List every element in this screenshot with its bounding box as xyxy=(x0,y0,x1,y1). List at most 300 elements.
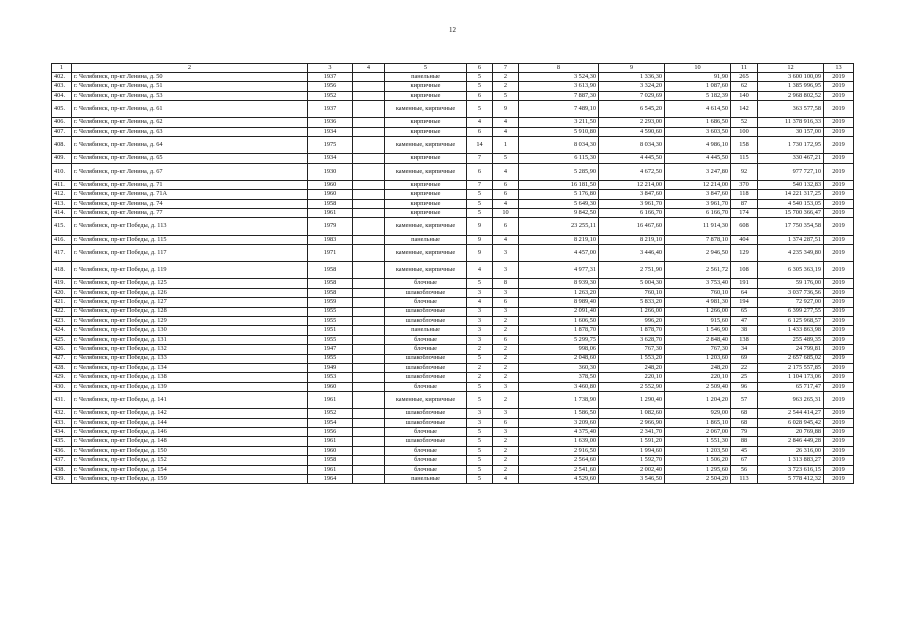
cell-wall-material: шлакоблочные xyxy=(385,354,467,363)
table-row xyxy=(52,373,854,382)
cell-year: 2019 xyxy=(824,190,854,199)
table-row xyxy=(52,382,854,391)
cell-living-area: 220,10 xyxy=(599,373,665,382)
cell-total-area: 4 977,31 xyxy=(519,262,599,279)
cell-col-4 xyxy=(353,101,385,118)
cell-amount: 20 769,88 xyxy=(758,428,824,437)
cell-living-area: 2 293,00 xyxy=(599,118,665,127)
cell-year-built: 1979 xyxy=(308,218,353,235)
cell-floors: 2 xyxy=(467,373,493,382)
cell-residents: 68 xyxy=(731,409,758,418)
cell-entrances: 2 xyxy=(493,363,519,372)
table-row xyxy=(52,180,854,189)
cell-year: 2019 xyxy=(824,101,854,118)
cell-total-area: 1 606,50 xyxy=(519,316,599,325)
cell-total-area: 3 211,50 xyxy=(519,118,599,127)
cell-year: 2019 xyxy=(824,409,854,418)
table-row xyxy=(52,345,854,354)
cell-wall-material: кирпичные xyxy=(385,91,467,100)
column-header-9: 9 xyxy=(599,64,665,73)
cell-floors: 5 xyxy=(467,354,493,363)
cell-entrances: 2 xyxy=(493,373,519,382)
cell-wall-material: блочные xyxy=(385,298,467,307)
column-header-4: 4 xyxy=(353,64,385,73)
cell-year: 2019 xyxy=(824,307,854,316)
cell-year: 2019 xyxy=(824,316,854,325)
cell-year-built: 1951 xyxy=(308,326,353,335)
cell-year-built: 1953 xyxy=(308,373,353,382)
cell-entrances: 6 xyxy=(493,418,519,427)
cell-floors: 3 xyxy=(467,316,493,325)
cell-residents: 87 xyxy=(731,199,758,208)
cell-total-area: 8 989,40 xyxy=(519,298,599,307)
cell-year: 2019 xyxy=(824,73,854,82)
cell-col-4 xyxy=(353,288,385,297)
table-row xyxy=(52,101,854,118)
table-row xyxy=(52,127,854,136)
cell-address: г. Челябинск, пр-кт Победы, д. 117 xyxy=(72,245,308,262)
table-row xyxy=(52,279,854,288)
cell-floors: 5 xyxy=(467,199,493,208)
cell-col-4 xyxy=(353,82,385,91)
cell-entrances: 8 xyxy=(493,279,519,288)
cell-residents: 65 xyxy=(731,307,758,316)
cell-row-number: 428. xyxy=(52,363,72,372)
cell-residents: 142 xyxy=(731,101,758,118)
cell-address: г. Челябинск, пр-кт Победы, д. 134 xyxy=(72,363,308,372)
cell-total-area: 998,06 xyxy=(519,345,599,354)
cell-floors: 5 xyxy=(467,465,493,474)
cell-row-number: 427. xyxy=(52,354,72,363)
cell-address: г. Челябинск, пр-кт Победы, д. 127 xyxy=(72,298,308,307)
cell-entrances: 2 xyxy=(493,316,519,325)
cell-address: г. Челябинск, пр-кт Победы, д. 133 xyxy=(72,354,308,363)
table-row xyxy=(52,354,854,363)
cell-living-area: 1 591,20 xyxy=(599,437,665,446)
cell-col-4 xyxy=(353,475,385,484)
table-row xyxy=(52,392,854,409)
cell-residents: 191 xyxy=(731,279,758,288)
cell-living-area: 3 446,40 xyxy=(599,245,665,262)
cell-wall-material: кирпичные xyxy=(385,209,467,218)
cell-col-4 xyxy=(353,428,385,437)
cell-living-area: 2 552,90 xyxy=(599,382,665,391)
cell-year: 2019 xyxy=(824,382,854,391)
cell-entrances: 4 xyxy=(493,127,519,136)
cell-residential-area: 1 546,90 xyxy=(665,326,731,335)
housing-register-table xyxy=(51,63,854,484)
cell-residential-area: 2 848,40 xyxy=(665,335,731,344)
cell-wall-material: панельные xyxy=(385,235,467,244)
cell-entrances: 9 xyxy=(493,101,519,118)
cell-entrances: 2 xyxy=(493,465,519,474)
cell-total-area: 4 375,40 xyxy=(519,428,599,437)
table-row xyxy=(52,154,854,163)
cell-row-number: 418. xyxy=(52,262,72,279)
table-row xyxy=(52,288,854,297)
cell-living-area: 1 290,40 xyxy=(599,392,665,409)
cell-total-area: 9 842,50 xyxy=(519,209,599,218)
column-number-row xyxy=(52,64,854,73)
cell-floors: 2 xyxy=(467,363,493,372)
cell-year: 2019 xyxy=(824,437,854,446)
cell-residents: 129 xyxy=(731,245,758,262)
cell-amount: 363 577,58 xyxy=(758,101,824,118)
cell-living-area: 8 219,10 xyxy=(599,235,665,244)
cell-residents: 56 xyxy=(731,465,758,474)
table-row xyxy=(52,456,854,465)
cell-living-area: 1 266,00 xyxy=(599,307,665,316)
cell-residents: 45 xyxy=(731,446,758,455)
cell-row-number: 431. xyxy=(52,392,72,409)
table-row xyxy=(52,326,854,335)
cell-residential-area: 2 067,00 xyxy=(665,428,731,437)
cell-total-area: 1 878,70 xyxy=(519,326,599,335)
cell-living-area: 4 672,50 xyxy=(599,163,665,180)
cell-row-number: 430. xyxy=(52,382,72,391)
cell-floors: 3 xyxy=(467,409,493,418)
cell-residential-area: 3 603,50 xyxy=(665,127,731,136)
cell-total-area: 3 460,80 xyxy=(519,382,599,391)
cell-residents: 118 xyxy=(731,190,758,199)
table-row xyxy=(52,298,854,307)
cell-amount: 72 927,00 xyxy=(758,298,824,307)
cell-year-built: 1937 xyxy=(308,73,353,82)
cell-row-number: 425. xyxy=(52,335,72,344)
cell-entrances: 6 xyxy=(493,218,519,235)
cell-residential-area: 248,20 xyxy=(665,363,731,372)
cell-year-built: 1955 xyxy=(308,335,353,344)
cell-year-built: 1961 xyxy=(308,209,353,218)
cell-row-number: 409. xyxy=(52,154,72,163)
cell-floors: 4 xyxy=(467,262,493,279)
table-row xyxy=(52,316,854,325)
cell-floors: 3 xyxy=(467,307,493,316)
cell-wall-material: каменные, кирпичные xyxy=(385,101,467,118)
cell-year: 2019 xyxy=(824,446,854,455)
cell-row-number: 422. xyxy=(52,307,72,316)
cell-wall-material: кирпичные xyxy=(385,118,467,127)
cell-entrances: 2 xyxy=(493,392,519,409)
cell-address: г. Челябинск, пр-кт Победы, д. 139 xyxy=(72,382,308,391)
cell-amount: 6 305 363,19 xyxy=(758,262,824,279)
cell-year-built: 1958 xyxy=(308,456,353,465)
cell-year: 2019 xyxy=(824,218,854,235)
cell-total-area: 2 541,60 xyxy=(519,465,599,474)
cell-total-area: 16 181,50 xyxy=(519,180,599,189)
cell-col-4 xyxy=(353,326,385,335)
cell-floors: 7 xyxy=(467,154,493,163)
cell-residential-area: 1 551,30 xyxy=(665,437,731,446)
cell-living-area: 6 166,70 xyxy=(599,209,665,218)
cell-living-area: 3 961,70 xyxy=(599,199,665,208)
cell-residents: 67 xyxy=(731,456,758,465)
cell-residential-area: 767,30 xyxy=(665,345,731,354)
cell-residential-area: 3 961,70 xyxy=(665,199,731,208)
cell-entrances: 3 xyxy=(493,382,519,391)
cell-entrances: 3 xyxy=(493,428,519,437)
cell-living-area: 3 628,70 xyxy=(599,335,665,344)
cell-residential-area: 929,00 xyxy=(665,409,731,418)
cell-residential-area: 1 204,20 xyxy=(665,392,731,409)
table-row xyxy=(52,245,854,262)
cell-col-4 xyxy=(353,279,385,288)
cell-row-number: 417. xyxy=(52,245,72,262)
cell-year-built: 1975 xyxy=(308,137,353,154)
cell-year: 2019 xyxy=(824,163,854,180)
cell-amount: 24 799,81 xyxy=(758,345,824,354)
table-row xyxy=(52,209,854,218)
cell-residents: 88 xyxy=(731,437,758,446)
cell-floors: 5 xyxy=(467,392,493,409)
cell-year: 2019 xyxy=(824,465,854,474)
table-row xyxy=(52,235,854,244)
cell-wall-material: шлакоблочные xyxy=(385,288,467,297)
cell-living-area: 1 082,60 xyxy=(599,409,665,418)
cell-address: г. Челябинск, пр-кт Победы, д. 144 xyxy=(72,418,308,427)
cell-year: 2019 xyxy=(824,335,854,344)
cell-address: г. Челябинск, пр-кт Ленина, д. 67 xyxy=(72,163,308,180)
cell-living-area: 4 445,50 xyxy=(599,154,665,163)
cell-residents: 608 xyxy=(731,218,758,235)
cell-residents: 138 xyxy=(731,335,758,344)
cell-year-built: 1952 xyxy=(308,91,353,100)
cell-col-4 xyxy=(353,262,385,279)
cell-residential-area: 2 504,20 xyxy=(665,475,731,484)
cell-col-4 xyxy=(353,127,385,136)
cell-year-built: 1961 xyxy=(308,437,353,446)
cell-year: 2019 xyxy=(824,91,854,100)
cell-entrances: 4 xyxy=(493,199,519,208)
cell-residential-area: 1 686,50 xyxy=(665,118,731,127)
cell-floors: 4 xyxy=(467,118,493,127)
cell-amount: 963 265,31 xyxy=(758,392,824,409)
cell-row-number: 437. xyxy=(52,456,72,465)
cell-residential-area: 11 914,30 xyxy=(665,218,731,235)
cell-total-area: 5 285,90 xyxy=(519,163,599,180)
cell-address: г. Челябинск, пр-кт Ленина, д. 51 xyxy=(72,82,308,91)
cell-entrances: 5 xyxy=(493,154,519,163)
cell-col-4 xyxy=(353,154,385,163)
cell-residential-area: 2 561,72 xyxy=(665,262,731,279)
cell-total-area: 378,50 xyxy=(519,373,599,382)
cell-year-built: 1983 xyxy=(308,235,353,244)
table-row xyxy=(52,437,854,446)
cell-col-4 xyxy=(353,418,385,427)
cell-residents: 140 xyxy=(731,91,758,100)
cell-address: г. Челябинск, пр-кт Победы, д. 129 xyxy=(72,316,308,325)
cell-col-4 xyxy=(353,373,385,382)
cell-col-4 xyxy=(353,91,385,100)
cell-wall-material: шлакоблочные xyxy=(385,409,467,418)
cell-row-number: 438. xyxy=(52,465,72,474)
cell-residential-area: 4 981,30 xyxy=(665,298,731,307)
table-row xyxy=(52,363,854,372)
cell-col-4 xyxy=(353,345,385,354)
cell-residential-area: 4 986,10 xyxy=(665,137,731,154)
cell-col-4 xyxy=(353,446,385,455)
cell-residential-area: 3 247,80 xyxy=(665,163,731,180)
table-row xyxy=(52,262,854,279)
cell-wall-material: блочные xyxy=(385,382,467,391)
cell-total-area: 7 887,30 xyxy=(519,91,599,100)
cell-entrances: 6 xyxy=(493,190,519,199)
cell-year-built: 1956 xyxy=(308,82,353,91)
cell-row-number: 415. xyxy=(52,218,72,235)
cell-amount: 11 378 916,33 xyxy=(758,118,824,127)
cell-entrances: 2 xyxy=(493,354,519,363)
cell-residential-area: 6 166,70 xyxy=(665,209,731,218)
cell-residents: 96 xyxy=(731,382,758,391)
cell-amount: 4 235 349,80 xyxy=(758,245,824,262)
cell-living-area: 2 751,90 xyxy=(599,262,665,279)
cell-residential-area: 1 203,60 xyxy=(665,354,731,363)
cell-residential-area: 2 946,50 xyxy=(665,245,731,262)
column-header-2: 2 xyxy=(72,64,308,73)
cell-amount: 255 489,35 xyxy=(758,335,824,344)
cell-row-number: 405. xyxy=(52,101,72,118)
cell-year-built: 1960 xyxy=(308,190,353,199)
cell-residents: 47 xyxy=(731,316,758,325)
cell-living-area: 1 994,60 xyxy=(599,446,665,455)
cell-row-number: 420. xyxy=(52,288,72,297)
cell-address: г. Челябинск, пр-кт Ленина, д. 62 xyxy=(72,118,308,127)
cell-floors: 5 xyxy=(467,190,493,199)
cell-floors: 14 xyxy=(467,137,493,154)
cell-residential-area: 3 753,40 xyxy=(665,279,731,288)
cell-year-built: 1952 xyxy=(308,409,353,418)
cell-entrances: 6 xyxy=(493,335,519,344)
cell-year: 2019 xyxy=(824,127,854,136)
cell-total-area: 6 115,30 xyxy=(519,154,599,163)
cell-row-number: 434. xyxy=(52,428,72,437)
cell-year-built: 1937 xyxy=(308,101,353,118)
cell-year: 2019 xyxy=(824,298,854,307)
cell-floors: 6 xyxy=(467,163,493,180)
cell-residential-area: 915,60 xyxy=(665,316,731,325)
cell-living-area: 3 546,50 xyxy=(599,475,665,484)
cell-floors: 4 xyxy=(467,298,493,307)
cell-floors: 5 xyxy=(467,446,493,455)
cell-wall-material: кирпичные xyxy=(385,127,467,136)
cell-row-number: 433. xyxy=(52,418,72,427)
cell-living-area: 2 341,70 xyxy=(599,428,665,437)
cell-year-built: 1949 xyxy=(308,363,353,372)
cell-address: г. Челябинск, пр-кт Ленина, д. 77 xyxy=(72,209,308,218)
cell-floors: 6 xyxy=(467,91,493,100)
cell-address: г. Челябинск, пр-кт Победы, д. 148 xyxy=(72,437,308,446)
cell-address: г. Челябинск, пр-кт Ленина, д. 50 xyxy=(72,73,308,82)
cell-total-area: 7 489,10 xyxy=(519,101,599,118)
cell-wall-material: шлакоблочные xyxy=(385,363,467,372)
cell-residential-area: 4 445,50 xyxy=(665,154,731,163)
cell-row-number: 429. xyxy=(52,373,72,382)
cell-wall-material: каменные, кирпичные xyxy=(385,137,467,154)
cell-wall-material: блочные xyxy=(385,428,467,437)
cell-residential-area: 1 865,10 xyxy=(665,418,731,427)
cell-entrances: 5 xyxy=(493,91,519,100)
column-header-6: 6 xyxy=(467,64,493,73)
cell-year-built: 1959 xyxy=(308,298,353,307)
cell-col-4 xyxy=(353,363,385,372)
cell-living-area: 5 004,30 xyxy=(599,279,665,288)
cell-living-area: 2 966,90 xyxy=(599,418,665,427)
cell-year: 2019 xyxy=(824,137,854,154)
cell-residents: 69 xyxy=(731,354,758,363)
cell-amount: 1 374 287,51 xyxy=(758,235,824,244)
cell-row-number: 424. xyxy=(52,326,72,335)
cell-row-number: 412. xyxy=(52,190,72,199)
cell-amount: 977 727,10 xyxy=(758,163,824,180)
cell-residents: 265 xyxy=(731,73,758,82)
cell-residential-area: 1 087,60 xyxy=(665,82,731,91)
cell-col-4 xyxy=(353,137,385,154)
cell-residents: 404 xyxy=(731,235,758,244)
cell-entrances: 2 xyxy=(493,456,519,465)
cell-col-4 xyxy=(353,307,385,316)
cell-year: 2019 xyxy=(824,180,854,189)
cell-year: 2019 xyxy=(824,245,854,262)
cell-amount: 540 132,83 xyxy=(758,180,824,189)
cell-col-4 xyxy=(353,199,385,208)
cell-year-built: 1961 xyxy=(308,465,353,474)
cell-wall-material: кирпичные xyxy=(385,199,467,208)
cell-address: г. Челябинск, пр-кт Ленина, д. 63 xyxy=(72,127,308,136)
cell-col-4 xyxy=(353,298,385,307)
cell-col-4 xyxy=(353,245,385,262)
cell-residential-area: 91,90 xyxy=(665,73,731,82)
cell-col-4 xyxy=(353,392,385,409)
cell-year-built: 1936 xyxy=(308,118,353,127)
table-row xyxy=(52,335,854,344)
cell-address: г. Челябинск, пр-кт Победы, д. 130 xyxy=(72,326,308,335)
cell-residents: 174 xyxy=(731,209,758,218)
cell-entrances: 1 xyxy=(493,137,519,154)
cell-address: г. Челябинск, пр-кт Победы, д. 138 xyxy=(72,373,308,382)
cell-amount: 6 399 277,55 xyxy=(758,307,824,316)
cell-wall-material: панельные xyxy=(385,326,467,335)
table-row xyxy=(52,409,854,418)
cell-floors: 9 xyxy=(467,245,493,262)
column-header-3: 3 xyxy=(308,64,353,73)
table-row xyxy=(52,307,854,316)
table-row xyxy=(52,137,854,154)
cell-year: 2019 xyxy=(824,326,854,335)
cell-year: 2019 xyxy=(824,279,854,288)
cell-total-area: 23 255,11 xyxy=(519,218,599,235)
cell-entrances: 3 xyxy=(493,245,519,262)
cell-living-area: 3 847,60 xyxy=(599,190,665,199)
cell-entrances: 3 xyxy=(493,288,519,297)
cell-col-4 xyxy=(353,437,385,446)
cell-total-area: 3 524,30 xyxy=(519,73,599,82)
cell-total-area: 1 639,00 xyxy=(519,437,599,446)
cell-amount: 1 385 996,95 xyxy=(758,82,824,91)
cell-year: 2019 xyxy=(824,118,854,127)
cell-residential-area: 12 214,00 xyxy=(665,180,731,189)
cell-residents: 158 xyxy=(731,137,758,154)
column-header-5: 5 xyxy=(385,64,467,73)
cell-total-area: 3 209,60 xyxy=(519,418,599,427)
cell-row-number: 410. xyxy=(52,163,72,180)
cell-year: 2019 xyxy=(824,209,854,218)
cell-floors: 3 xyxy=(467,418,493,427)
cell-living-area: 248,20 xyxy=(599,363,665,372)
cell-year: 2019 xyxy=(824,363,854,372)
cell-address: г. Челябинск, пр-кт Победы, д. 126 xyxy=(72,288,308,297)
table-row xyxy=(52,73,854,82)
cell-total-area: 360,30 xyxy=(519,363,599,372)
